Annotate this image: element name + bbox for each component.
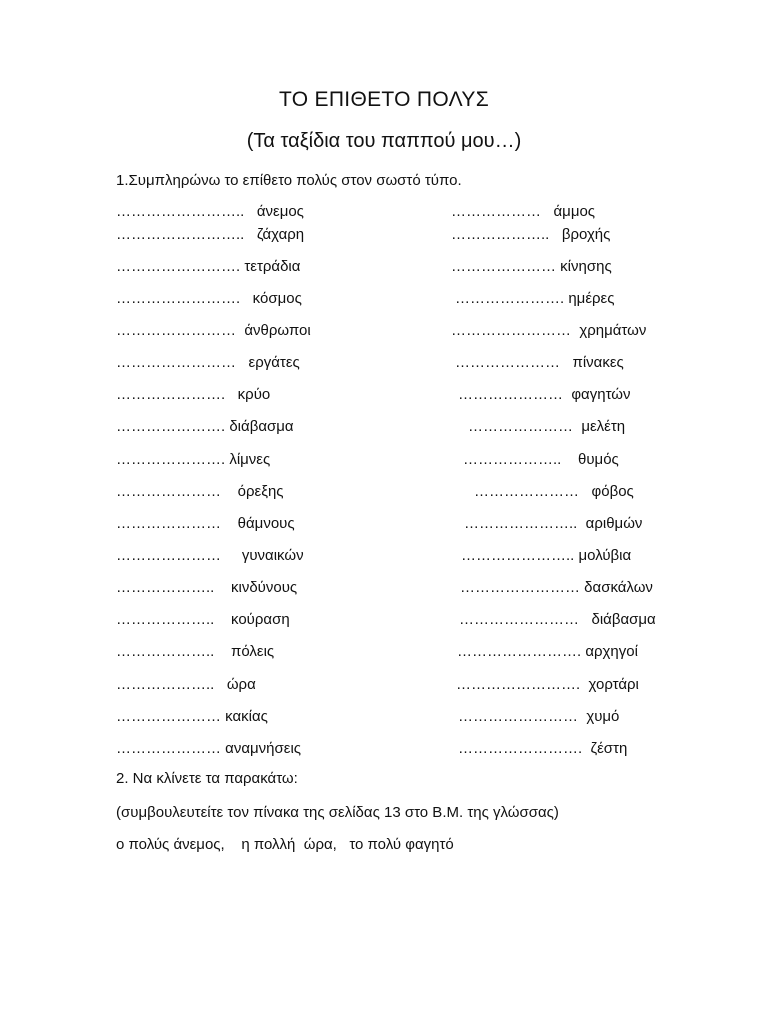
blank-left-5: …………………… άνθρωποι — [116, 322, 311, 339]
blank-left-7: …………………. κρύο — [116, 386, 271, 403]
blank-left-8: …………………. διάβασμα — [116, 418, 294, 435]
blank-left-12: ………………… γυναικών — [116, 547, 304, 564]
blank-left-3: ……………………. τετράδια — [116, 258, 301, 275]
blank-right-1: ……………… άμμος — [451, 203, 596, 220]
blank-right-17: …………………… χυμό — [458, 708, 620, 725]
blank-right-18: ……………………. ζέστη — [458, 740, 628, 757]
blank-left-17: ………………… κακίας — [116, 708, 268, 725]
blank-left-11: ………………… θάμνους — [116, 515, 295, 532]
blank-right-6: ………………… πίνακες — [455, 354, 624, 371]
blank-right-8: ………………… μελέτη — [468, 418, 626, 435]
blank-right-13: …………………… δασκάλων — [460, 579, 653, 596]
blank-right-15: ……………………. αρχηγοί — [457, 643, 638, 660]
blank-right-5: …………………… χρημάτων — [451, 322, 647, 339]
exercise2-items: ο πολύς άνεμος, η πολλή ώρα, το πολύ φαγητό — [116, 836, 454, 853]
blank-right-10: ………………… φόβος — [474, 483, 634, 500]
blank-left-18: ………………… αναμνήσεις — [116, 740, 302, 757]
exercise2-note: (συμβουλευτείτε τον πίνακα της σελίδας 13 στο Β.Μ. της γλώσσας) — [116, 804, 559, 821]
blank-left-4: ……………………. κόσμος — [116, 290, 302, 307]
blank-left-1: …………………….. άνεμος — [116, 203, 304, 220]
blank-right-9: ……………….. θυμός — [463, 451, 619, 468]
blank-left-10: ………………… όρεξης — [116, 483, 284, 500]
blank-right-3: ………………… κίνησης — [451, 258, 612, 275]
blank-right-12: ………………….. μολύβια — [461, 547, 632, 564]
blank-right-2: ……………….. βροχής — [451, 226, 611, 243]
blank-right-4: …………………. ημέρες — [455, 290, 615, 307]
blank-right-7: ………………… φαγητών — [458, 386, 631, 403]
page-subtitle: (Τα ταξίδια του παππού μου…) — [246, 130, 522, 152]
blank-left-14: ……………….. κούραση — [116, 611, 290, 628]
exercise2-heading: 2. Να κλίνετε τα παρακάτω: — [116, 770, 298, 787]
page-title: ΤΟ ΕΠΙΘΕΤΟ ΠΟΛΥΣ — [279, 88, 489, 111]
blank-left-2: …………………….. ζάχαρη — [116, 226, 305, 243]
blank-left-13: ……………….. κινδύνους — [116, 579, 298, 596]
blank-right-14: …………………… διάβασμα — [459, 611, 656, 628]
blank-left-9: …………………. λίμνες — [116, 451, 271, 468]
blank-right-11: ………………….. αριθμών — [464, 515, 643, 532]
blank-left-15: ……………….. πόλεις — [116, 643, 275, 660]
blank-left-16: ……………….. ώρα — [116, 676, 256, 693]
blank-right-16: ……………………. χορτάρι — [456, 676, 639, 693]
exercise1-heading: 1.Συμπληρώνω το επίθετο πολύς στον σωστό τύπο. — [116, 172, 462, 189]
blank-left-6: …………………… εργάτες — [116, 354, 300, 371]
